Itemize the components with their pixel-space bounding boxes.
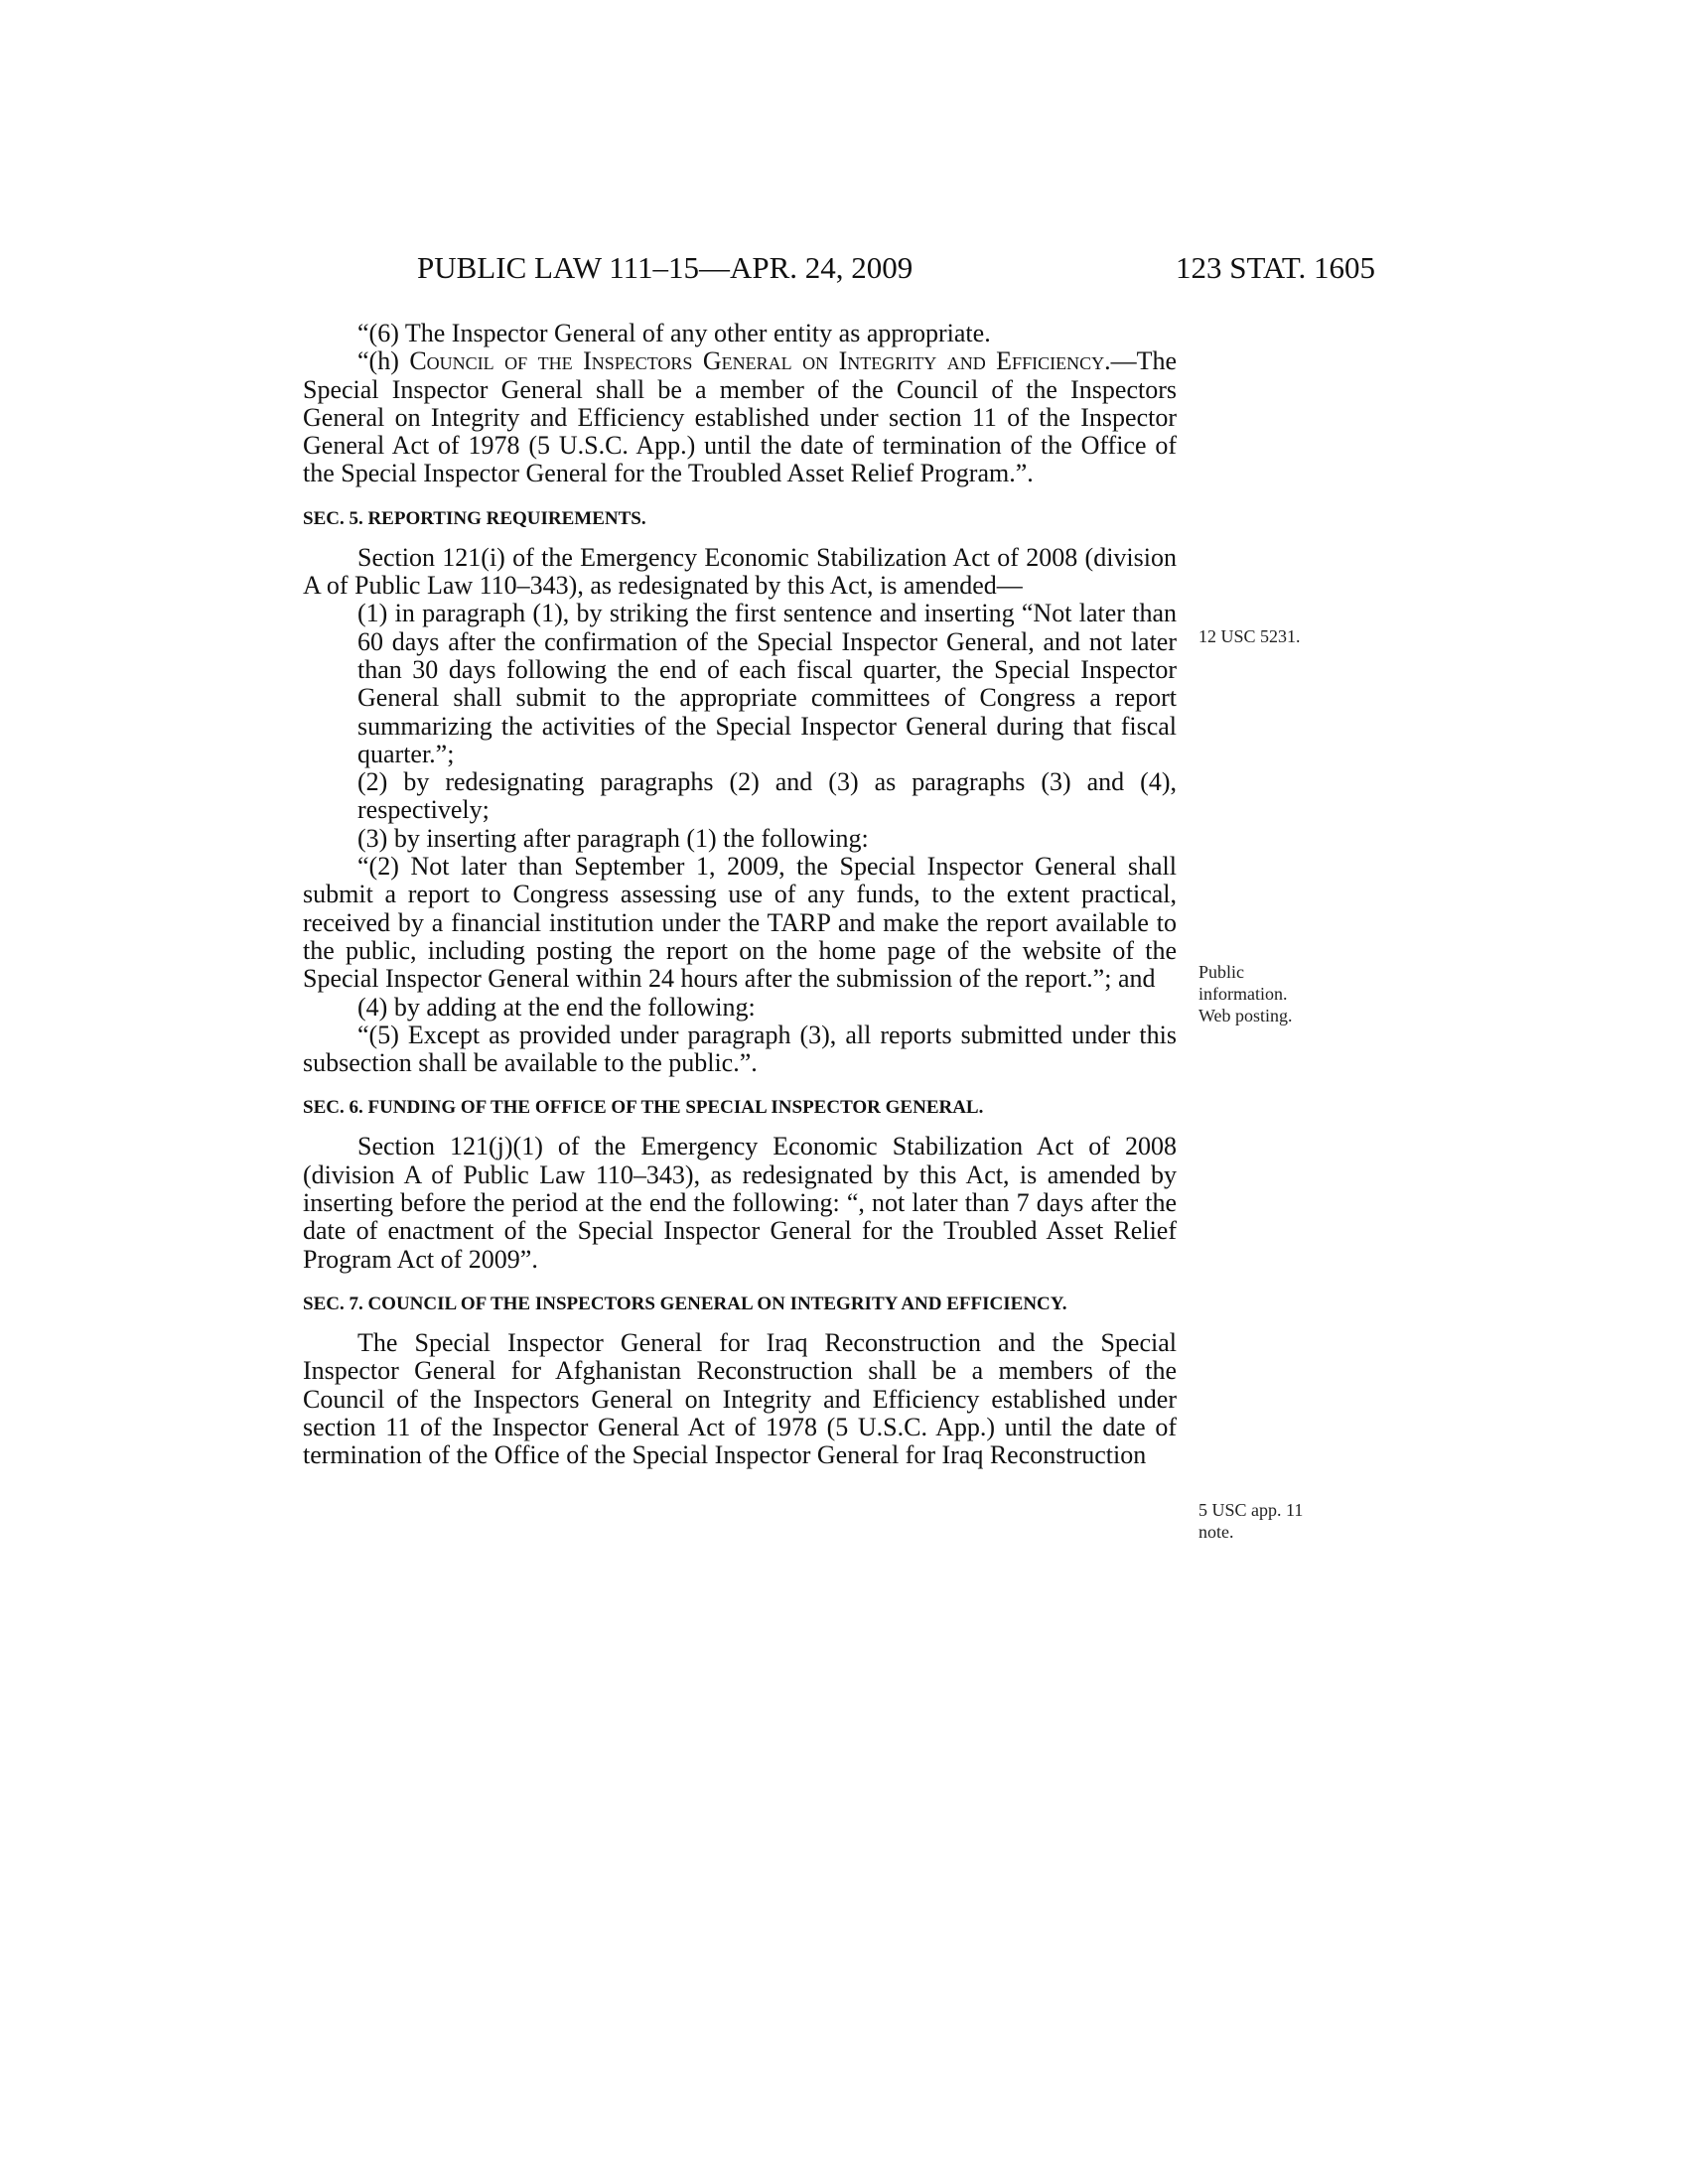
subsection-h [303, 347, 1177, 487]
section-5-item-1: (1) in paragraph (1), by striking the first sentence and inserting “Not later than 60 days after the confirmation of the Special Inspector General, and not later than 30 days following the end of each fiscal quarter, the Special Inspector General shall submit to the appropriate committees of Congress a report summarizing the activities of the Special Inspector General during that fiscal quarter.”; [357, 599, 1177, 768]
section-7-heading: SEC. 7. COUNCIL OF THE INSPECTORS GENERAL ON INTEGRITY AND EFFICIENCY. [303, 1293, 1067, 1314]
section-5-intro: Section 121(i) of the Emergency Economic Stabilization Act of 2008 (division A of Public Law 110–343), as redesignated by this Act, is amended— [303, 542, 1177, 601]
margin-note-5-usc-app-11: 5 USC app. 11 note. [1198, 1500, 1304, 1542]
subsection-h-heading: Council of the Inspectors General on Integrity and Efficiency [409, 346, 1105, 376]
public-law-citation: PUBLIC LAW 111–15—APR. 24, 2009 [417, 250, 914, 285]
section-5-item-4: (4) by adding at the end the following: [357, 992, 756, 1022]
section-5-item-3: (3) by inserting after paragraph (1) the following: [357, 823, 869, 853]
page-header [417, 248, 1375, 288]
section-5-item-2: (2) by redesignating paragraphs (2) and (3) as paragraphs (3) and (4), respectively; [357, 767, 1177, 825]
document-body [303, 320, 1177, 1469]
subsection-h-label: “(h) [357, 346, 410, 376]
section-5-quoted-paragraph-2: “(2) Not later than September 1, 2009, the Special Inspector General shall submit a report to Congress assessing use of any funds, to the extent practical, received by a financial institution under the TARP and make the report available to the public, including posting the report on the home page of the website of the Special Inspector General within 24 hours after the submission of the report.”; and [303, 852, 1177, 994]
section-7-text: The Special Inspector General for Iraq Reconstruction and the Special Inspector General for Afghanistan Reconstruction shall be a members of the Council of the Inspectors General on Integrity and Efficiency established under section 11 of the Inspector General Act of 1978 (5 U.S.C. App.) until the date of termination of the Office of the Special Inspector General for Iraq Reconstruction [303, 1327, 1177, 1470]
section-5-heading: SEC. 5. REPORTING REQUIREMENTS. [303, 507, 646, 529]
margin-note-public-information: Public information. Web posting. [1198, 962, 1293, 1025]
section-6-text: Section 121(j)(1) of the Emergency Economic Stabilization Act of 2008 (division A of Public Law 110–343), as redesignated by this Act, is amended by inserting before the period at the end the following: “, not later than 7 days after the date of enactment of the Special Inspector General for the Troubled Asset Relief Program Act of 2009”. [303, 1132, 1177, 1274]
subsection-h-text: .—The Special Inspector General shall be a member of the Council of the Inspectors General on Integrity and Efficiency established under section 11 of the Inspector General Act of 1978 (5 U.S.C. App.) until the date of termination of the Office of the Special Inspector General for the Troubled Asset Relief Program.”. [303, 346, 1177, 488]
section-5-quoted-paragraph-5: “(5) Except as provided under paragraph (3), all reports submitted under this subsection shall be available to the public.”. [303, 1020, 1177, 1078]
statute-page-number: 123 STAT. 1605 [1175, 250, 1375, 285]
margin-note-12-usc-5231: 12 USC 5231. [1198, 626, 1301, 646]
paragraph-6: “(6) The Inspector General of any other entity as appropriate. [357, 319, 991, 347]
section-6-heading: SEC. 6. FUNDING OF THE OFFICE OF THE SPECIAL INSPECTOR GENERAL. [303, 1097, 984, 1119]
